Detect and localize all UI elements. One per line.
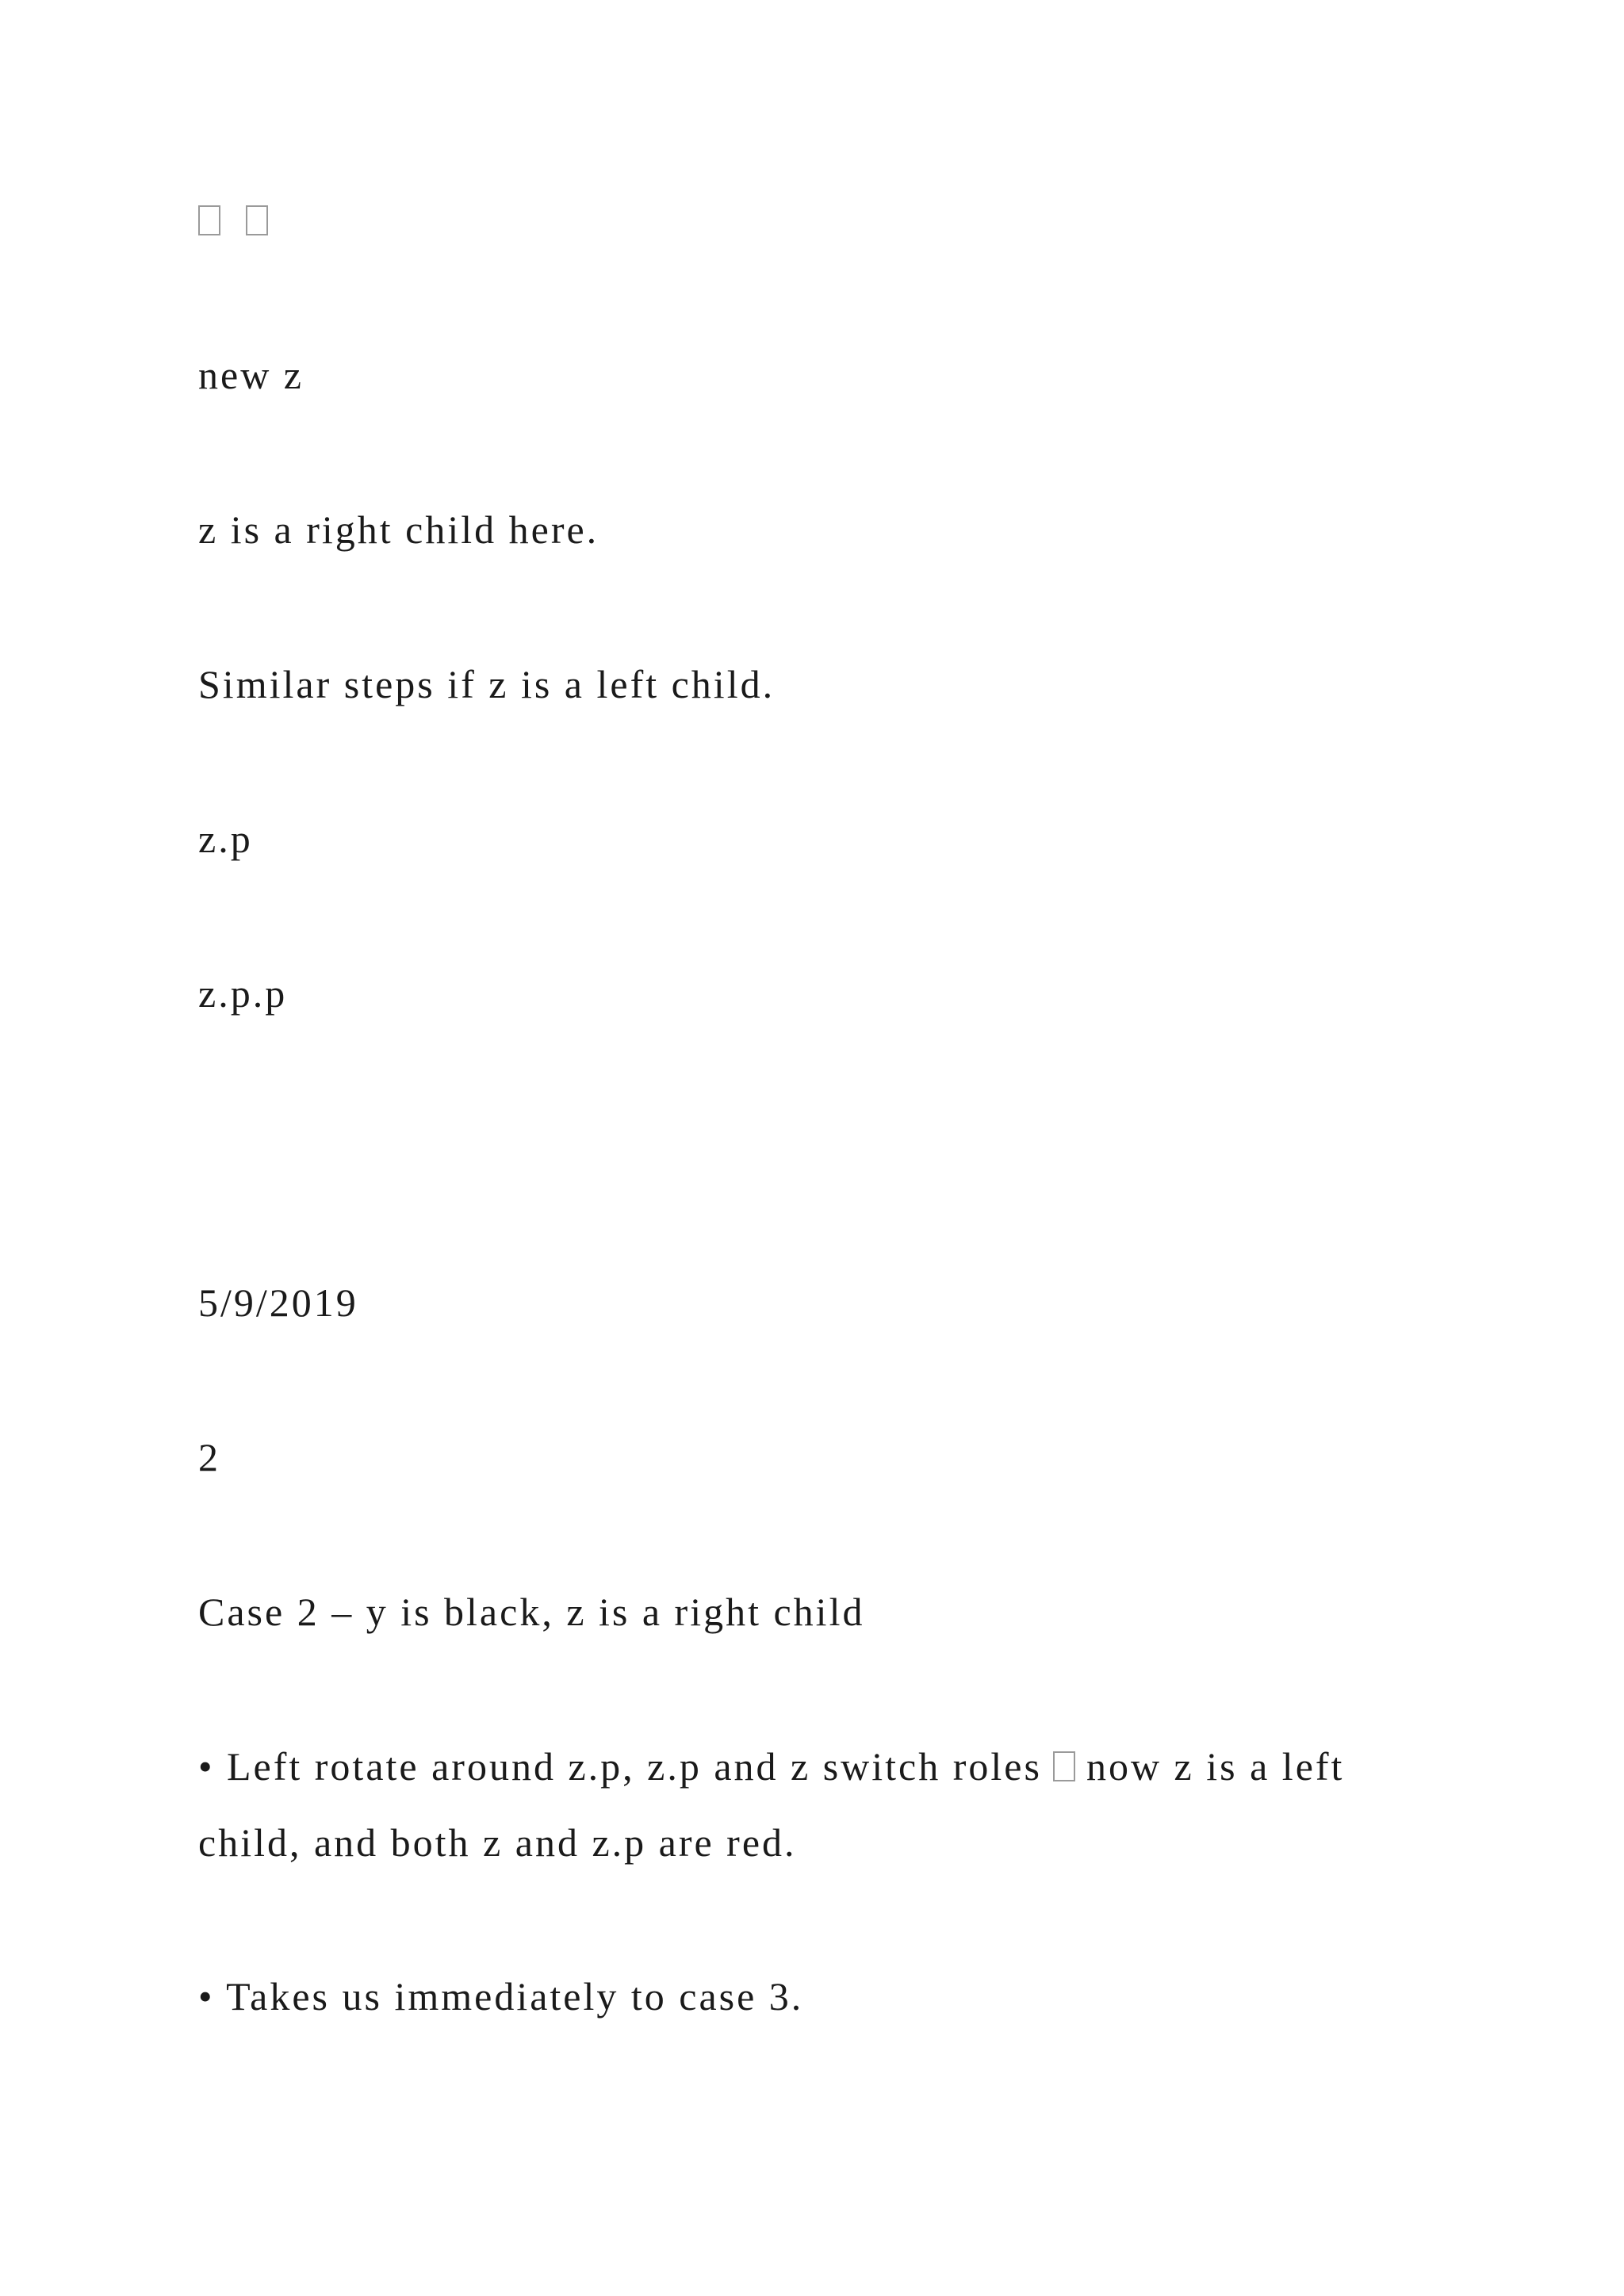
label-zp: z.p (198, 817, 253, 861)
bullet-left-rotate-text-cont: now z is a left (1086, 1744, 1345, 1789)
arrow-glyph-icon (1053, 1751, 1075, 1781)
missing-glyph-icon (198, 205, 220, 235)
bullet-left-rotate-line2: child, and both z and z.p are red. (198, 1820, 797, 1865)
case-heading: Case 2 – y is black, z is a right child (198, 1590, 865, 1634)
note-left-child: Similar steps if z is a left child. (198, 662, 776, 706)
page-number: 2 (198, 1435, 220, 1479)
slide-date: 5/9/2019 (198, 1280, 358, 1325)
label-new-z: new z (198, 353, 304, 397)
bullet-case3: • Takes us immediately to case 3. (198, 1974, 804, 2019)
missing-glyph-icon (246, 205, 268, 235)
missing-glyph-row (198, 182, 293, 258)
bullet-left-rotate-text: • Left rotate around z.p, z.p and z switch roles (198, 1744, 1042, 1789)
bullet-left-rotate (198, 1728, 1344, 1804)
note-right-child: z is a right child here. (198, 507, 599, 552)
label-zpp: z.p.p (198, 971, 288, 1016)
